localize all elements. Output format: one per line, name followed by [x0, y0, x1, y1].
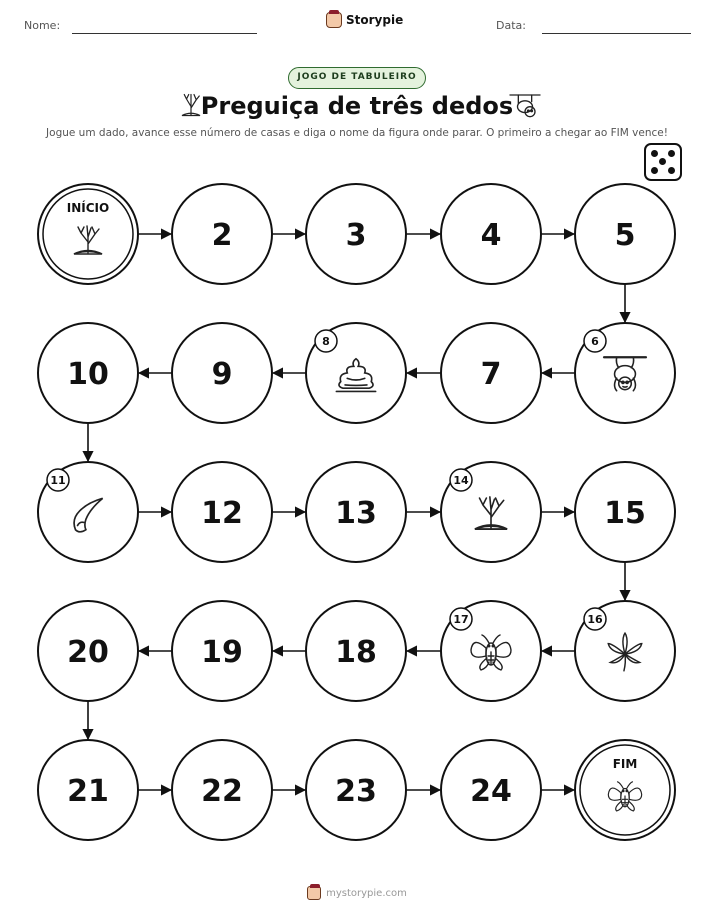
- space-number: 5: [614, 218, 636, 253]
- board-space: [38, 462, 138, 562]
- brand-name: Storypie: [346, 13, 404, 27]
- space-number: 2: [211, 218, 233, 253]
- storypie-logo-icon: [307, 886, 321, 900]
- space-number: 9: [211, 357, 233, 392]
- board-space-start: [38, 184, 138, 284]
- board-space: [441, 323, 541, 423]
- space-number: 4: [480, 218, 502, 253]
- board-space: [306, 323, 406, 423]
- board-space: [38, 740, 138, 840]
- game-type-badge: JOGO DE TABULEIRO: [288, 67, 426, 89]
- name-label: Nome:: [24, 19, 61, 32]
- board-space: [575, 323, 675, 423]
- space-number-badge: 17: [453, 613, 469, 626]
- board-space: [575, 601, 675, 701]
- space-number: 15: [604, 496, 646, 531]
- board-space: [172, 184, 272, 284]
- space-number-badge: 16: [587, 613, 603, 626]
- space-number: 24: [470, 774, 512, 809]
- instructions: Jogue um dado, avance esse número de casas e diga o nome da figura onde parar. O primeiro a chegar ao FIM vence!: [46, 127, 668, 139]
- board-space-end: [575, 740, 675, 840]
- date-label: Data:: [496, 19, 526, 32]
- board-space: [575, 184, 675, 284]
- board-space: [172, 601, 272, 701]
- board-space: [575, 462, 675, 562]
- space-number: 18: [335, 635, 377, 670]
- board-space: [441, 740, 541, 840]
- space-label: FIM: [612, 757, 638, 771]
- space-number: 10: [67, 357, 109, 392]
- board-space: [306, 462, 406, 562]
- space-number-badge: 8: [322, 335, 330, 348]
- board-space: [306, 740, 406, 840]
- space-number: 22: [201, 774, 243, 809]
- space-number: 7: [480, 357, 502, 392]
- board-space: [306, 601, 406, 701]
- space-number: 13: [335, 496, 377, 531]
- board-space: [441, 184, 541, 284]
- board-space: [38, 323, 138, 423]
- space-number: 20: [67, 635, 109, 670]
- space-number-badge: 11: [50, 474, 66, 487]
- board-space: [38, 601, 138, 701]
- space-number: 12: [201, 496, 243, 531]
- board-space: [172, 323, 272, 423]
- space-number: 19: [201, 635, 243, 670]
- space-number-badge: 14: [453, 474, 469, 487]
- board-space: [441, 462, 541, 562]
- space-number-badge: 6: [591, 335, 599, 348]
- space-number: 3: [345, 218, 367, 253]
- space-label: INÍCIO: [66, 201, 110, 215]
- page-title: Preguiça de três dedos: [200, 92, 514, 120]
- footer: [0, 886, 714, 900]
- board-space: [441, 601, 541, 701]
- board-space: [306, 184, 406, 284]
- board-space: [172, 740, 272, 840]
- space-number: 23: [335, 774, 377, 809]
- board-space: [172, 462, 272, 562]
- space-number: 21: [67, 774, 109, 809]
- footer-url: mystorypie.com: [326, 887, 407, 899]
